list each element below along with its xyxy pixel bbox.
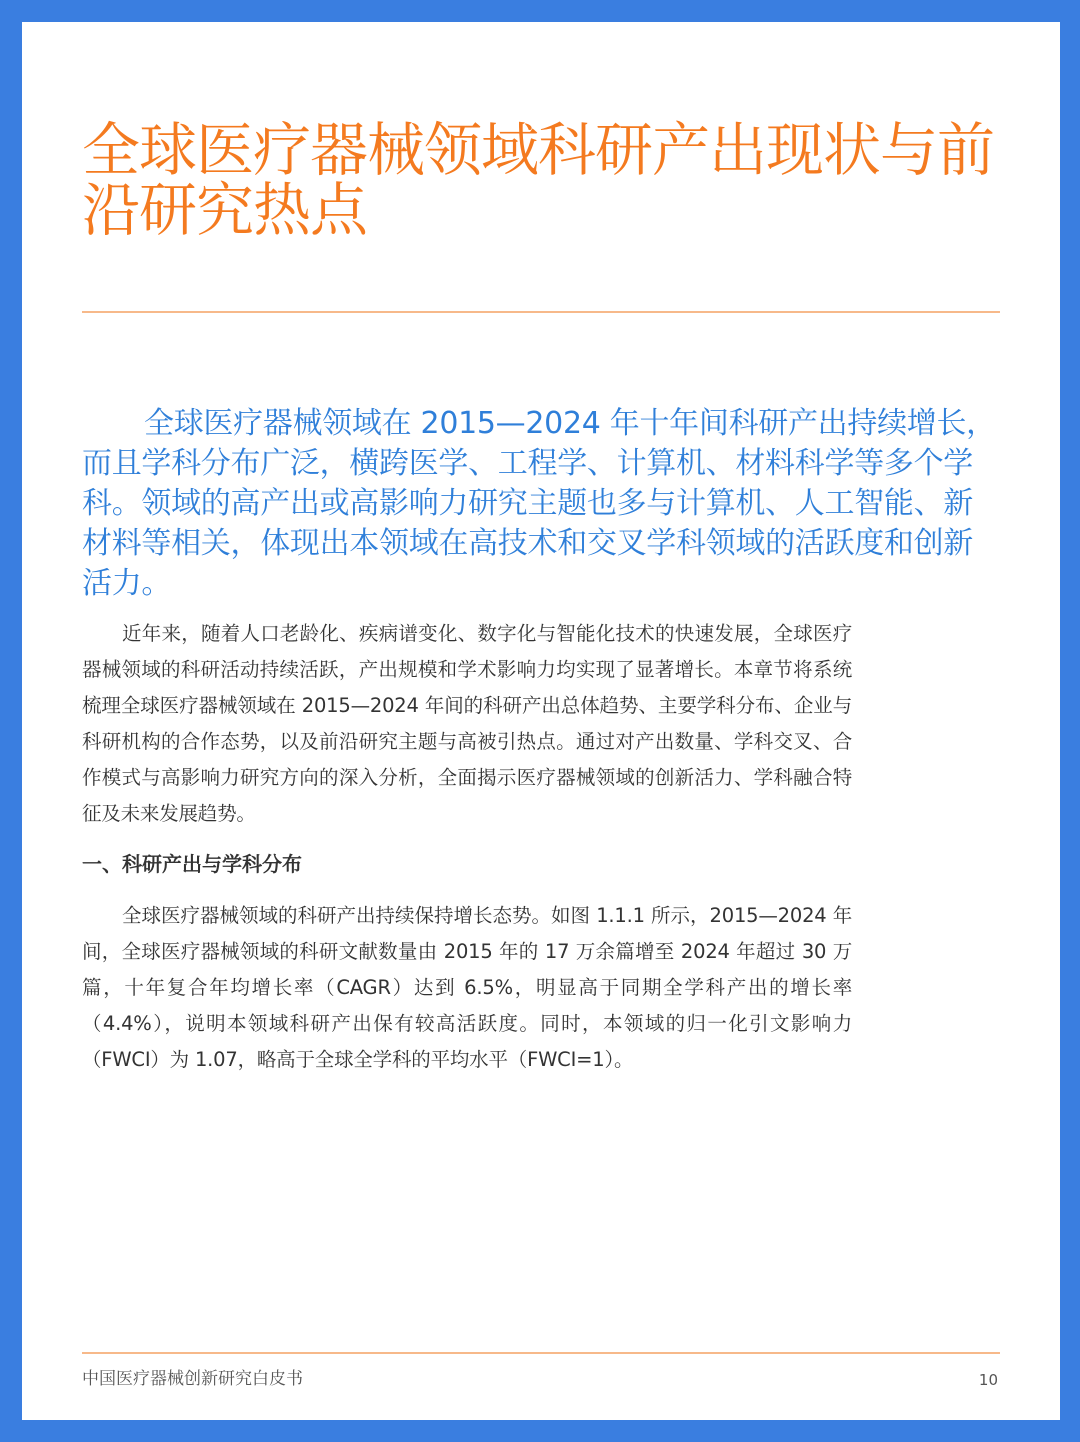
document-page <box>22 22 1060 1420</box>
section-heading: 一、科研产出与学科分布 <box>82 852 302 876</box>
footer-publication-title: 中国医疗器械创新研究白皮书 <box>82 1369 303 1389</box>
page-number: 10 <box>978 1371 998 1389</box>
research-output-paragraph: 全球医疗器械领域的科研产出持续保持增长态势。如图 1.1.1 所示，2015—2024 年间，全球医疗器械领域的科研文献数量由 2015 年的 17 万余篇增至 2024 年超过 30 万篇，十年复合年均增长率（CAGR）达到 6.5%，明显高于同期全学科产出的增长率（4.4%），说明本领域科研产出保有较高活跃度。同时，本领域的归一化引文影响力（FWCI）为 1.07，略高于全球全学科的平均水平（FWCI=1）。 <box>82 904 852 1071</box>
page-title: 全球医疗器械领域科研产出现状与前沿研究热点 <box>82 116 995 244</box>
title-divider <box>82 311 1000 313</box>
footer-divider <box>82 1352 1000 1354</box>
lead-paragraph: 全球医疗器械领域在 2015—2024 年十年间科研产出持续增长，而且学科分布广泛，横跨医学、工程学、计算机、材料科学等多个学科。领域的高产出或高影响力研究主题也多与计算机、人工智能、新材料等相关，体现出本领域在高技术和交叉学科领域的活跃度和创新活力。 <box>82 406 996 601</box>
intro-paragraph: 近年来，随着人口老龄化、疾病谱变化、数字化与智能化技术的快速发展，全球医疗器械领域的科研活动持续活跃，产出规模和学术影响力均实现了显著增长。本章节将系统梳理全球医疗器械领域在 2015—2024 年间的科研产出总体趋势、主要学科分布、企业与科研机构的合作态势，以及前沿研究主题与高被引热点。通过对产出数量、学科交叉、合作模式与高影响力研究方向的深入分析，全面揭示医疗器械领域的创新活力、学科融合特征及未来发展趋势。 <box>82 622 852 825</box>
